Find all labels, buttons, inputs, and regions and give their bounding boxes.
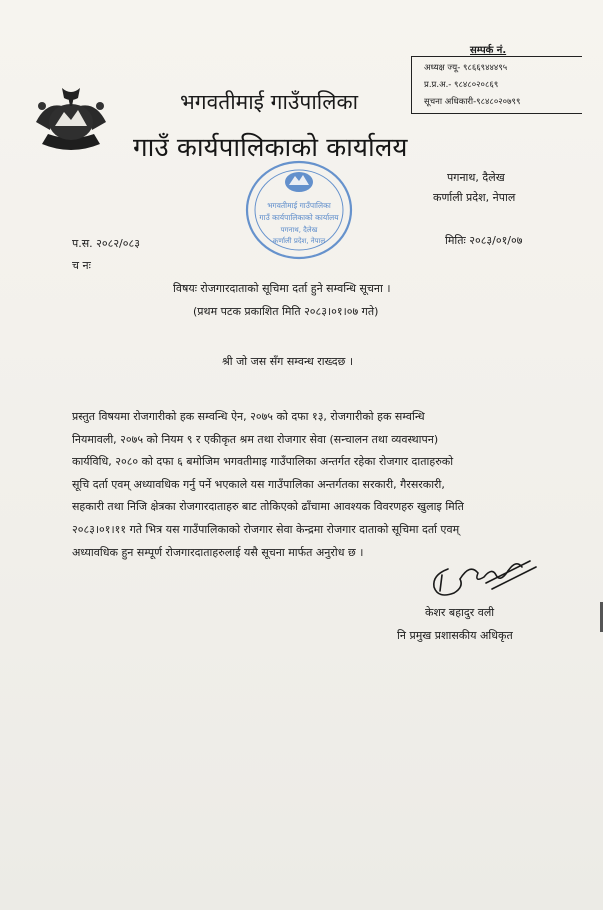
subject-subtitle: (प्रथम पटक प्रकाशित मिति २०८३।०१।०७ गते) bbox=[193, 305, 379, 318]
signatory-title: नि प्रमुख प्रशासकीय अधिकृत bbox=[397, 629, 513, 642]
salutation: श्री जो जस सँग सम्वन्ध राख्दछ । bbox=[222, 355, 353, 368]
body-line: नियमावली, २०७५ को नियम ९ र एकीकृत श्रम तथा रोजगार सेवा (सन्चालन तथा व्यवस्थापन) bbox=[72, 432, 439, 446]
reference-number: प.स. २०८२/०८३ bbox=[72, 237, 140, 250]
body-line: २०८३।०१।११ गते भित्र यस गाउँपालिकाको रोजगार सेवा केन्द्रमा रोजगार दाताको सूचिमा दर्ता एवम् bbox=[72, 522, 460, 536]
nepal-emblem-icon bbox=[22, 82, 120, 160]
contact-cao: प्र.प्र.अ.- ९८४८०२०८६९ bbox=[424, 80, 499, 90]
contact-heading: सम्पर्क नं. bbox=[470, 45, 507, 56]
address-line-2: कर्णाली प्रदेश, नेपाल bbox=[433, 191, 516, 204]
body-line: कार्यविधि, २०८० को दफा ६ बमोजिम भगवतीमाइ गाउँपालिका अन्तर्गत रहेका रोजगार दाताहरुको bbox=[72, 455, 454, 469]
contact-info-officer: सूचना अधिकारी-९८४८०२०७९९ bbox=[424, 97, 521, 107]
municipality-name: भगवतीमाई गाउँपालिका bbox=[180, 90, 359, 114]
stamp-line-3: पगनाथ, दैलेख bbox=[280, 226, 318, 234]
signature-icon bbox=[426, 553, 538, 605]
issue-date: मितिः २०८३/०१/०७ bbox=[445, 234, 523, 247]
office-stamp bbox=[243, 156, 355, 264]
body-line: प्रस्तुत विषयमा रोजगारीको हक सम्वन्धि ऐन, २०७५ को दफा १३, रोजगारीको हक सम्वन्धि bbox=[72, 410, 425, 423]
office-name: गाउँ कार्यपालिकाको कार्यालय bbox=[133, 133, 408, 163]
stamp-line-4: कर्णाली प्रदेश, नेपाल bbox=[272, 237, 326, 245]
body-line: सहकारी तथा निजि क्षेत्रका रोजगारदाताहरु बाट तोकिएको ढाँचामा आवश्यक विवरणहरु खुलाइ मिति bbox=[72, 500, 464, 514]
address-line-1: पगनाथ, दैलेख bbox=[447, 171, 505, 184]
stamp-line-1: भगवतीमाई गाउँपालिका bbox=[267, 201, 331, 210]
contact-chairperson: अध्यक्ष ज्यू- ९८६६९४४४९५ bbox=[424, 63, 508, 73]
stamp-emblem-icon bbox=[285, 172, 313, 192]
stamp-line-2: गाउँ कार्यपालिकाको कार्यालय bbox=[259, 213, 339, 222]
subject-title: विषयः रोजगारदाताको सूचिमा दर्ता हुने सम्वन्धि सूचना । bbox=[173, 282, 391, 295]
body-line: सूचि दर्ता एवम् अध्यावधिक गर्नु पर्ने भएकाले यस गाउँपालिका अन्तर्गतका सरकारी, गैरसरकारी, bbox=[72, 477, 445, 491]
notice-body bbox=[72, 406, 538, 564]
signatory-name: केशर बहादुर वली bbox=[425, 606, 495, 619]
body-line: अध्यावधिक हुन सम्पूर्ण रोजगारदाताहरुलाई यसै सूचना मार्फत अनुरोध छ । bbox=[72, 545, 364, 559]
dispatch-number: च नः bbox=[72, 259, 91, 272]
